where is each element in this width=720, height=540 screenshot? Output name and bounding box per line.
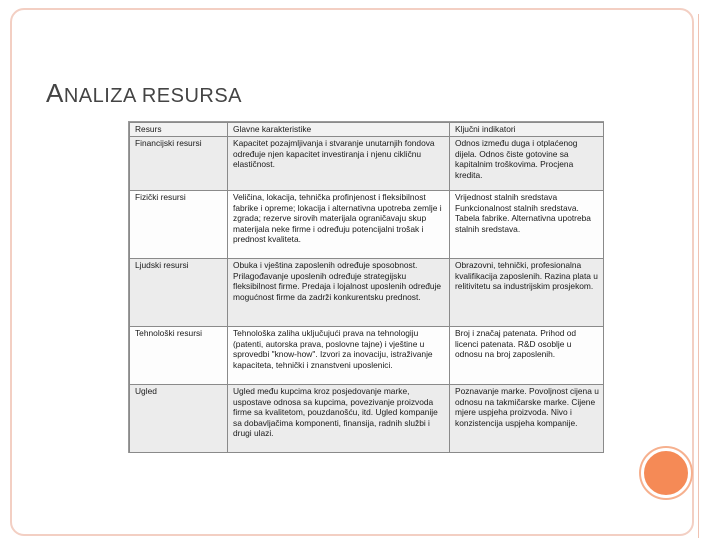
cell-indicators: Vrijednost stalnih sredstava Funkcionalnost stalnih sredstava. Tabela fabrike. Alternativna upotreba stalnih sredstava. xyxy=(450,191,604,259)
cell-indicators: Odnos između duga i otplaćenog dijela. Odnos čiste gotovine sa kapitalnim troškovima. Procjena kredita. xyxy=(450,137,604,191)
cell-resource: Ljudski resursi xyxy=(130,259,228,327)
cell-characteristics: Kapacitet pozajmljivanja i stvaranje unutarnjih fondova određuje njen kapacitet investiranja i njenu cikličnu elastičnost. xyxy=(228,137,450,191)
table-row xyxy=(130,259,604,327)
cell-indicators: Poznavanje marke. Povoljnost cijena u odnosu na takmičarske marke. Cijene mjere uspjeha proizvoda. Nivo i konzistencija uspjeha kompanije. xyxy=(450,385,604,453)
cell-indicators: Broj i značaj patenata. Prihod od licenci patenata. R&D osoblje u odnosu na broj zaposlenih. xyxy=(450,327,604,385)
cell-indicators: Obrazovni, tehnički, profesionalna kvalifikacija zaposlenih. Razina plata u relitivitetu sa industrijskim prosjekom. xyxy=(450,259,604,327)
resource-analysis-table-image xyxy=(128,121,604,453)
cell-characteristics: Obuka i vještina zaposlenih određuje sposobnost. Prilagođavanje uposlenih određuje strategijsku fleksibilnost firme. Predaja i lojalnost uposlenih određuje mogućnost firme da zadrži konkurentsku prednost. xyxy=(228,259,450,327)
cell-characteristics: Ugled među kupcima kroz posjedovanje marke, uspostave odnosa sa kupcima, povezivanje proizvoda firme sa kvalitetom, pouzdanošću, itd. Ugled kompanije sa dobavljačima komponenti, finansija, radnih službi i drugi ulazi. xyxy=(228,385,450,453)
table-row xyxy=(130,137,604,191)
decorative-circle xyxy=(641,448,691,498)
table-row xyxy=(130,327,604,385)
cell-resource: Fizički resursi xyxy=(130,191,228,259)
table-row xyxy=(130,191,604,259)
cell-resource: Ugled xyxy=(130,385,228,453)
cell-characteristics: Veličina, lokacija, tehnička profinjenost i fleksibilnost fabrike i opreme; lokacija i alternativna upotreba zemlje i zgrada; rezerve sirovih materijala ograničavaju skup materijala neke firme i određuju potencijalni trošak i prednost kvaliteta. xyxy=(228,191,450,259)
header-characteristics: Glavne karakteristike xyxy=(228,123,450,137)
resource-analysis-table xyxy=(129,122,604,453)
slide-title xyxy=(46,78,242,109)
slide-title-initial: A xyxy=(46,78,64,108)
table-header-row xyxy=(130,123,604,137)
slide-side-rule xyxy=(698,14,699,538)
cell-characteristics: Tehnološka zaliha uključujući prava na tehnologiju (patenti, autorska prava, poslovne tajne) i vještine u sprovedbi "know-how". Izvori za inovaciju, istraživanje kapaciteta, tehnički i znanstveni uposlenici. xyxy=(228,327,450,385)
table-row xyxy=(130,385,604,453)
slide-title-rest: NALIZA RESURSA xyxy=(63,85,243,107)
cell-resource: Financijski resursi xyxy=(130,137,228,191)
header-resource: Resurs xyxy=(130,123,228,137)
header-indicators: Ključni indikatori xyxy=(450,123,604,137)
cell-resource: Tehnološki resursi xyxy=(130,327,228,385)
